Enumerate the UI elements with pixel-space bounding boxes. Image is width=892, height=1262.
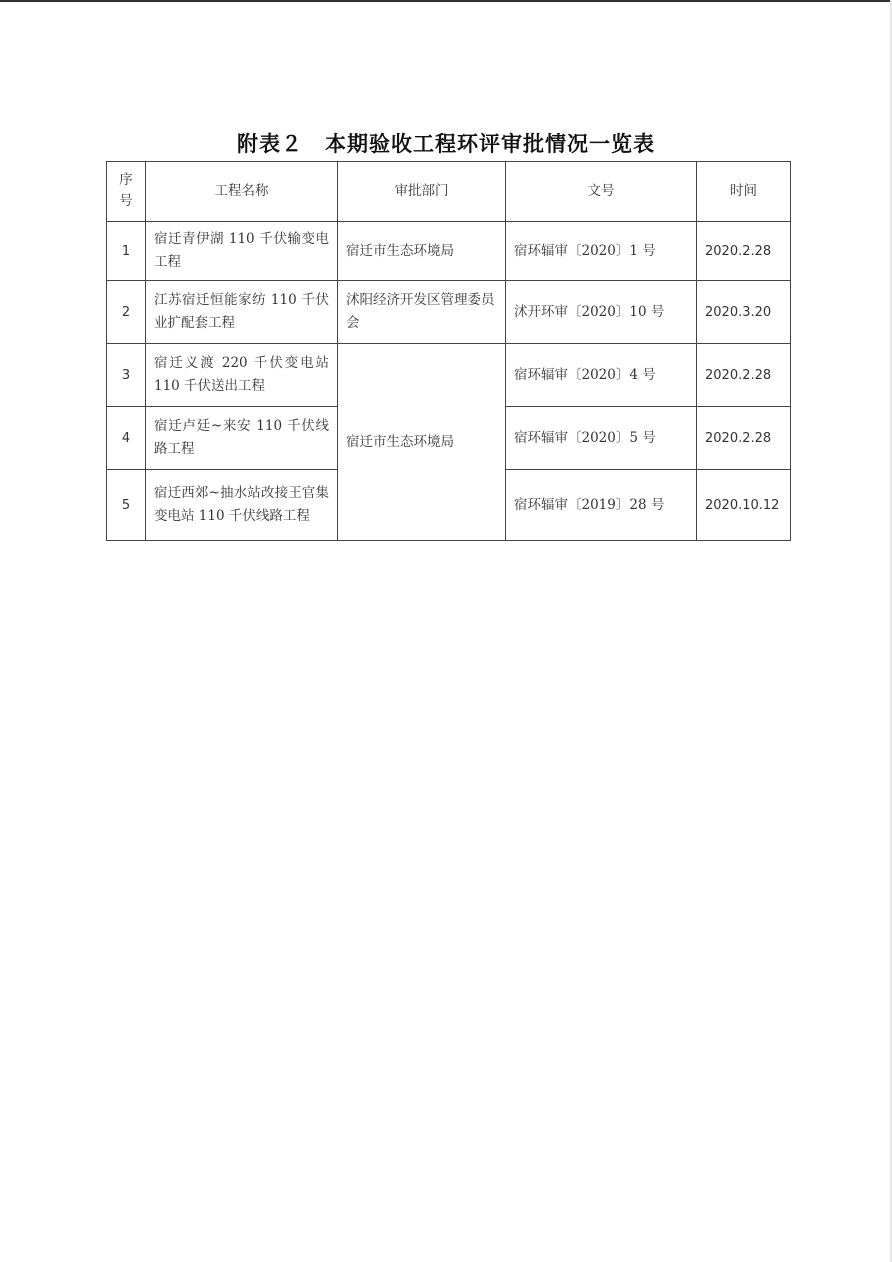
cell-seq: 1: [107, 222, 146, 281]
cell-project-name: 宿迁西郊~抽水站改接王官集变电站 110 千伏线路工程: [146, 470, 338, 541]
cell-seq: 3: [107, 344, 146, 407]
cell-date: 2020.2.28: [697, 222, 791, 281]
header-document-number: 文号: [506, 162, 697, 222]
cell-document-number: 沭开环审〔2020〕10 号: [506, 281, 697, 344]
cell-date: 2020.2.28: [697, 344, 791, 407]
approval-table: [106, 161, 791, 541]
cell-approval-department: 沭阳经济开发区管理委员会: [338, 281, 506, 344]
header-date: 时间: [697, 162, 791, 222]
table-row: [107, 222, 791, 281]
cell-document-number: 宿环辐审〔2020〕5 号: [506, 407, 697, 470]
cell-date: 2020.3.20: [697, 281, 791, 344]
table-header-row: [107, 162, 791, 222]
table-row: [107, 281, 791, 344]
cell-document-number: 宿环辐审〔2020〕4 号: [506, 344, 697, 407]
cell-seq: 4: [107, 407, 146, 470]
page-top-border: [0, 0, 892, 2]
cell-approval-department-merged: 宿迁市生态环境局: [338, 344, 506, 541]
cell-date: 2020.2.28: [697, 407, 791, 470]
page-title: 附表２ 本期验收工程环评审批情况一览表: [237, 131, 655, 156]
cell-document-number: 宿环辐审〔2020〕1 号: [506, 222, 697, 281]
cell-date: 2020.10.12: [697, 470, 791, 541]
cell-project-name: 宿迁卢廷~来安 110 千伏线路工程: [146, 407, 338, 470]
header-approval-department: 审批部门: [338, 162, 506, 222]
cell-project-name: 江苏宿迁恒能家纺 110 千伏业扩配套工程: [146, 281, 338, 344]
cell-seq: 2: [107, 281, 146, 344]
cell-document-number: 宿环辐审〔2019〕28 号: [506, 470, 697, 541]
table-row: [107, 344, 791, 407]
header-seq: 序号: [107, 162, 146, 222]
cell-project-name: 宿迁青伊湖 110 千伏输变电工程: [146, 222, 338, 281]
cell-approval-department: 宿迁市生态环境局: [338, 222, 506, 281]
cell-project-name: 宿迁义渡 220 千伏变电站 110 千伏送出工程: [146, 344, 338, 407]
cell-seq: 5: [107, 470, 146, 541]
header-project-name: 工程名称: [146, 162, 338, 222]
